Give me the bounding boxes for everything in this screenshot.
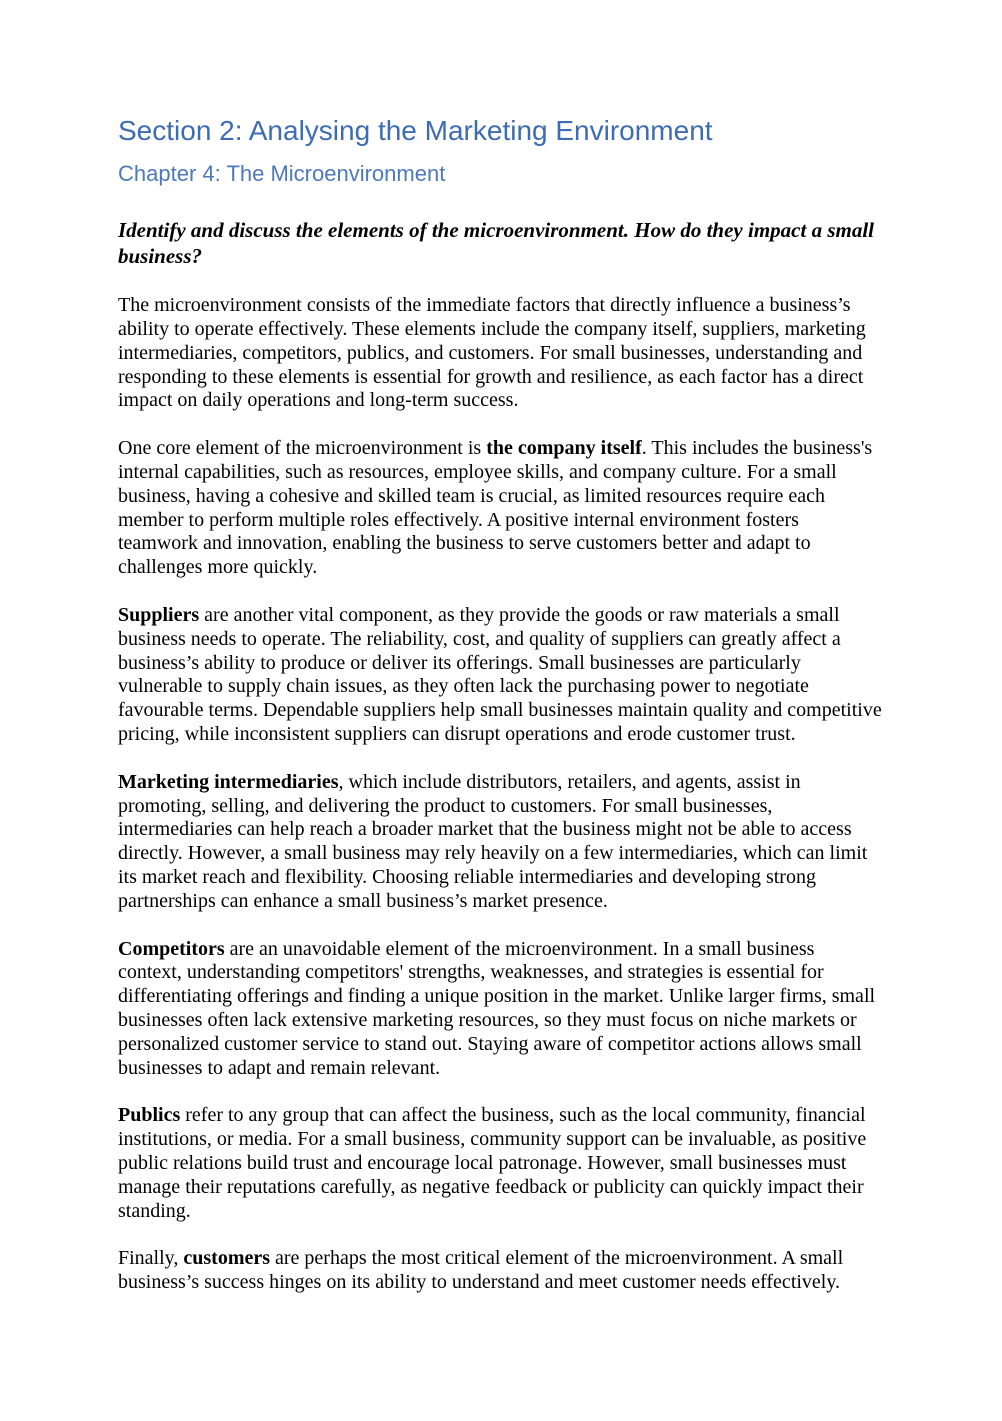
section-heading: Section 2: Analysing the Marketing Environment xyxy=(118,115,713,146)
paragraph-text: refer to any group that can affect the business, such as the local community, financial institutions, or media. For a small business, community support can be invaluable, as positive public relations build trust and encourage local patronage. However, small businesses must manage their reputations carefully, as negative feedback or publicity can quickly impact their standing. xyxy=(118,1104,867,1222)
paragraph-text: Finally, xyxy=(118,1247,184,1270)
body-paragraph xyxy=(118,1247,882,1295)
body-paragraph xyxy=(118,294,882,413)
paragraph-text: are another vital component, as they provide the goods or raw materials a small business needs to operate. The reliability, cost, and quality of suppliers can greatly affect a business’s ability to produce or deliver its offerings. Small businesses are particularly vulnerable to supply chain issues, as they often lack the purchasing power to negotiate favourable terms. Dependable suppliers help small businesses maintain quality and competitive pricing, while inconsistent suppliers can disrupt operations and erode customer trust. xyxy=(118,603,882,745)
paragraph-text: One core element of the microenvironment is xyxy=(118,437,487,460)
body-paragraph xyxy=(118,771,882,914)
document-body xyxy=(118,294,882,1295)
chapter-heading: Chapter 4: The Microenvironment xyxy=(118,160,446,186)
bold-term: Suppliers xyxy=(118,603,200,626)
paragraph-text: The microenvironment consists of the immediate factors that directly influence a business’s ability to operate effectively. These elements include the company itself, suppliers, marketing intermediaries, competitors, publics, and customers. For small businesses, understanding and responding to these elements is essential for growth and resilience, as each factor has a direct impact on daily operations and long-term success. xyxy=(118,294,866,412)
body-paragraph xyxy=(118,938,882,1081)
paragraph-text: are perhaps the most critical element of the microenvironment. A small business’s success hinges on its ability to understand and meet customer needs effectively. xyxy=(118,1247,844,1294)
bold-term: the company itself xyxy=(486,437,642,460)
body-paragraph xyxy=(118,1104,882,1223)
bold-term: Competitors xyxy=(118,937,225,960)
bold-term: Marketing intermediaries xyxy=(118,770,339,793)
body-paragraph xyxy=(118,604,882,747)
essay-question: Identify and discuss the elements of the microenvironment. How do they impact a small business? xyxy=(118,217,874,268)
paragraph-text: . This includes the business's internal capabilities, such as resources, employee skills, and company culture. For a small business, having a cohesive and skilled team is crucial, as limited resources require each member to perform multiple roles effectively. A positive internal environment fosters teamwork and innovation, enabling the business to serve customers better and adapt to challenges more quickly. xyxy=(118,437,873,579)
paragraph-text: are an unavoidable element of the microenvironment. In a small business context, understanding competitors' strengths, weaknesses, and strategies is essential for differentiating offerings and finding a unique position in the market. Unlike larger firms, small businesses often lack extensive marketing resources, so they must focus on niche markets or personalized customer service to stand out. Staying aware of competitor actions allows small businesses to adapt and remain relevant. xyxy=(118,937,876,1079)
bold-term: customers xyxy=(183,1247,271,1270)
bold-term: Publics xyxy=(118,1104,181,1127)
paragraph-text: , which include distributors, retailers, and agents, assist in promoting, selling, and delivering the product to customers. For small businesses, intermediaries can help reach a broader market that the business might not be able to access directly. However, a small business may rely heavily on a few intermediaries, which can limit its market reach and flexibility. Choosing reliable intermediaries and developing strong partnerships can enhance a small business’s market presence. xyxy=(118,770,868,912)
body-paragraph xyxy=(118,437,882,580)
